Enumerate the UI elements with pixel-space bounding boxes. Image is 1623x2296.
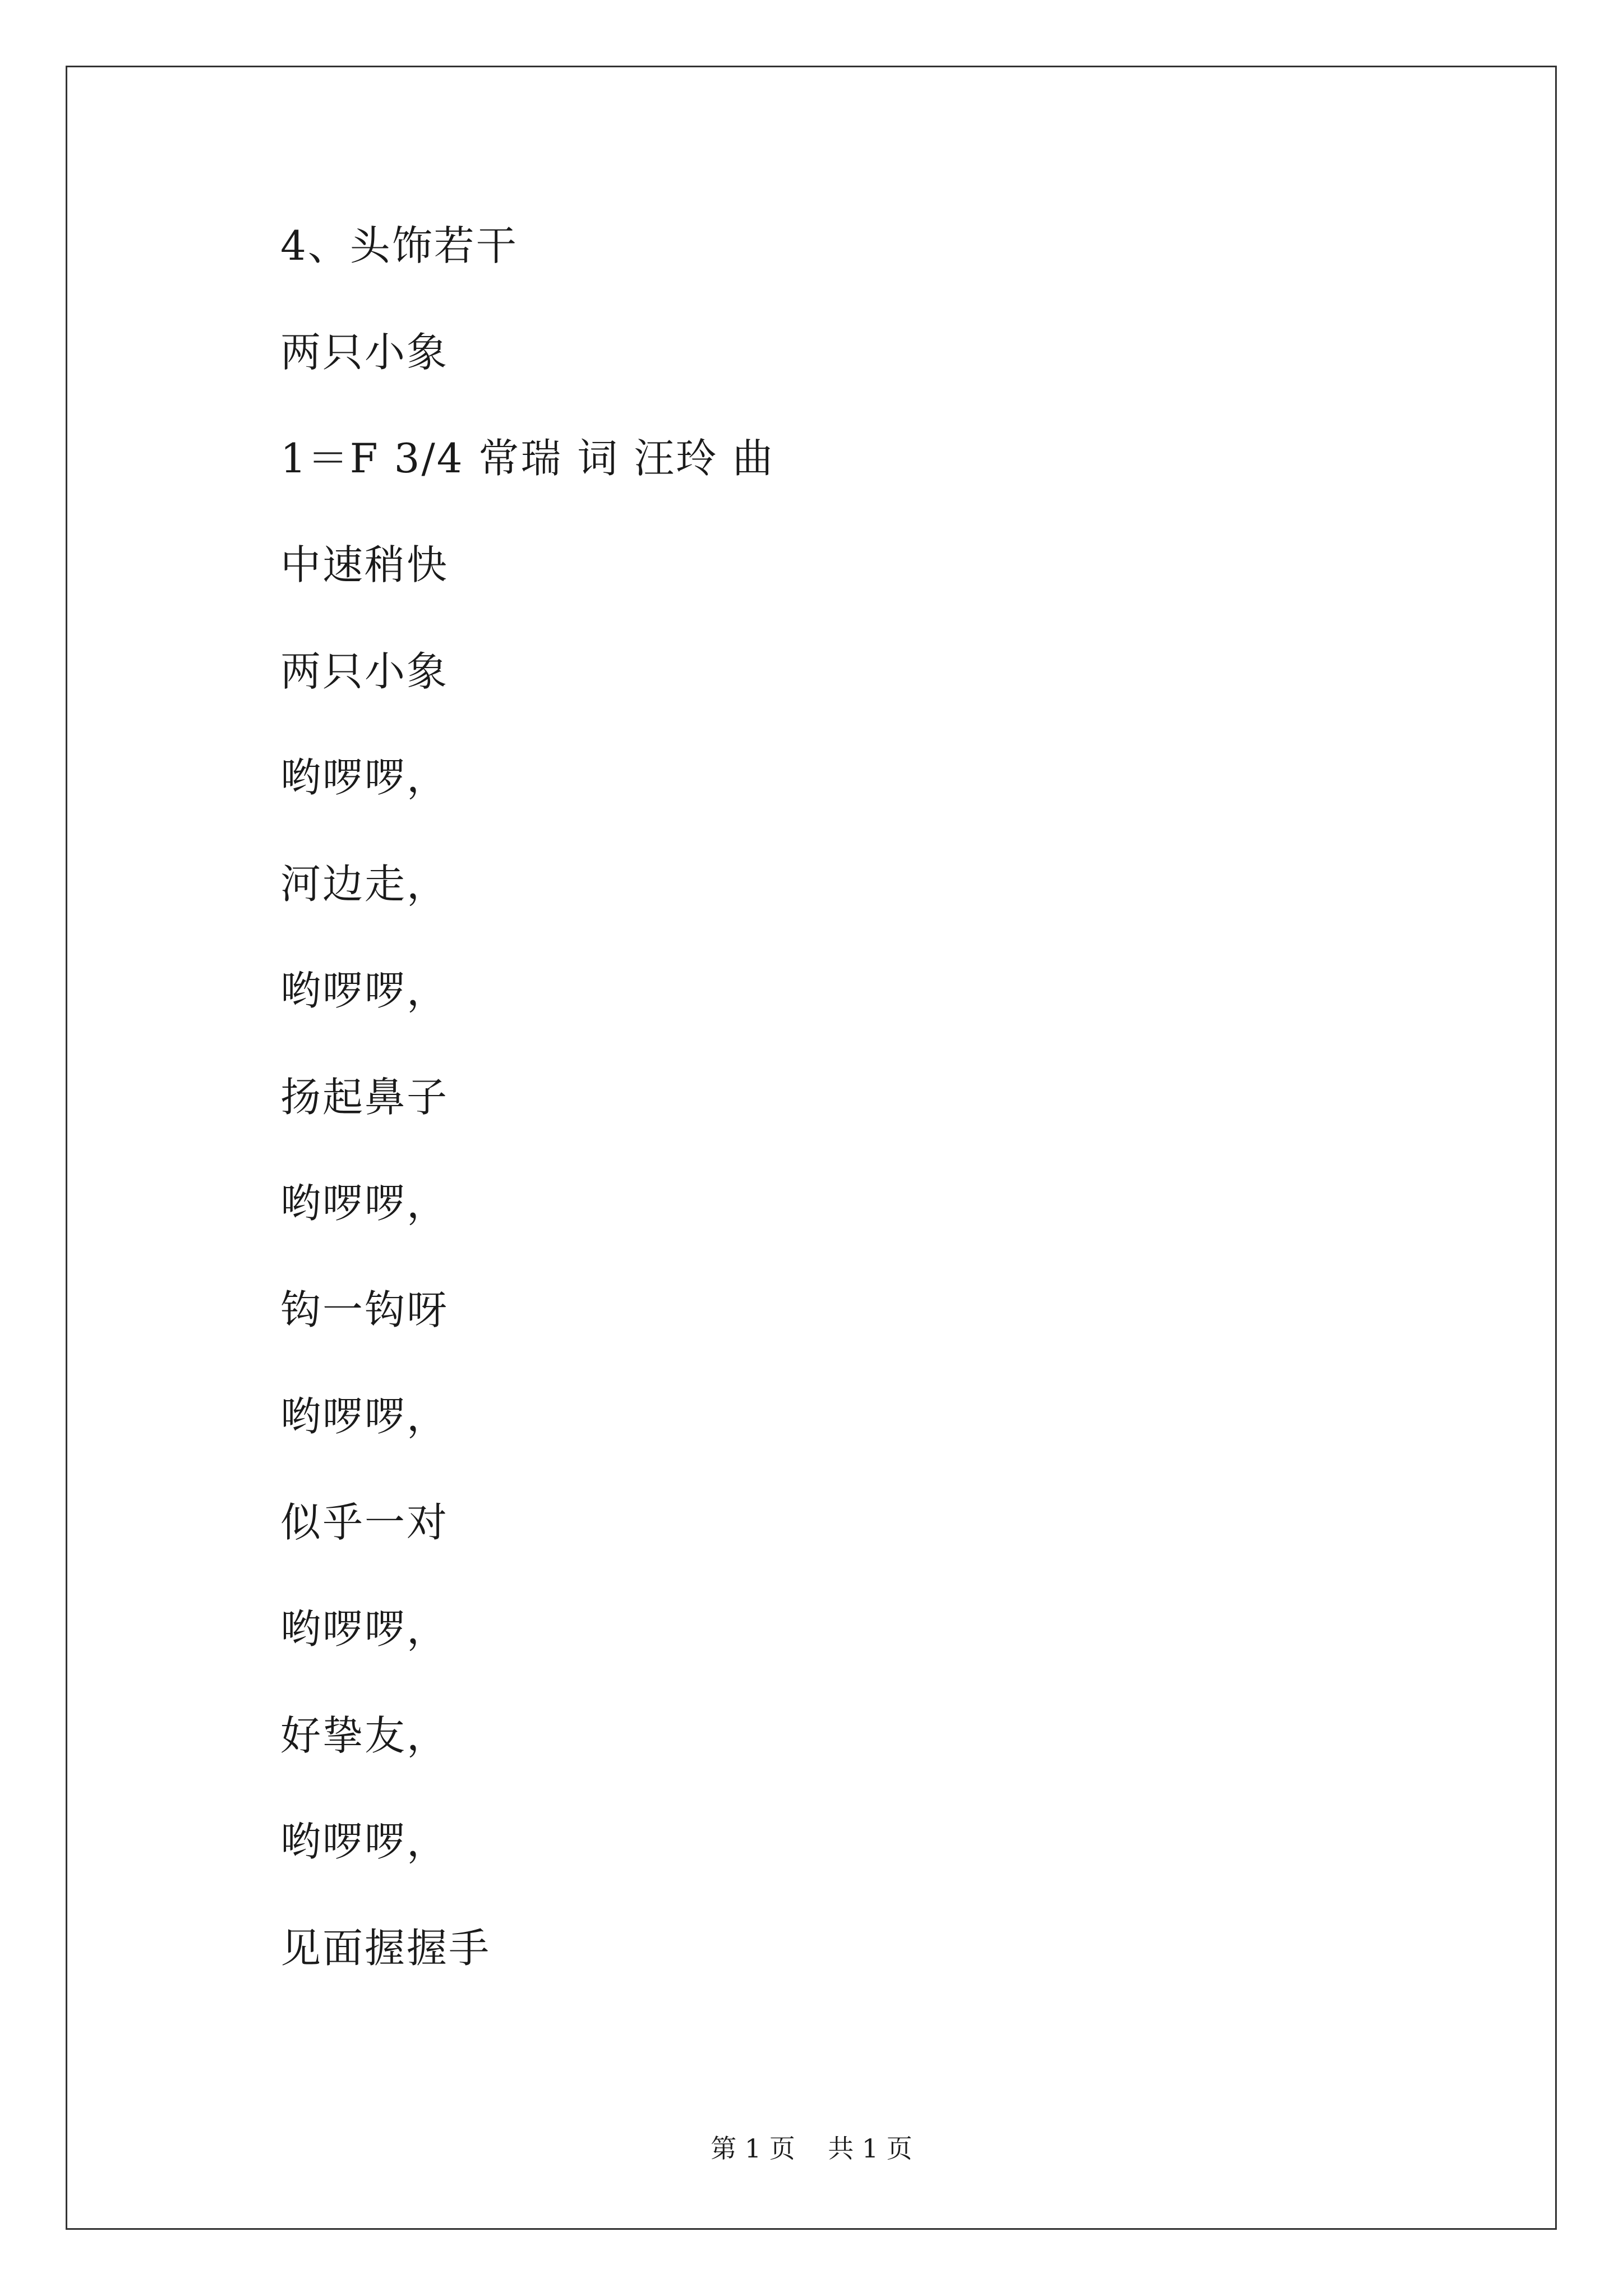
- lyric-line: 见面握握手: [280, 1925, 491, 1972]
- lyric-line: 哟啰啰，: [280, 967, 449, 1014]
- document-body: [280, 223, 1458, 2032]
- song-title: 两只小象: [280, 328, 449, 376]
- lyric-line: 哟啰啰，: [280, 754, 449, 802]
- lyric-line: 两只小象: [280, 647, 449, 695]
- tempo-marking: 中速稍快: [280, 541, 449, 589]
- lyric-line: 钩一钩呀: [280, 1286, 449, 1333]
- lyric-line: 哟啰啰，: [280, 1180, 449, 1227]
- lyric-line: 哟啰啰，: [280, 1392, 449, 1440]
- song-credits: 1＝F 3/4 常瑞 词 汪玲 曲: [280, 435, 775, 482]
- lyric-line: 哟啰啰，: [280, 1605, 449, 1653]
- lyric-line: 似乎一对: [280, 1499, 449, 1547]
- lyric-line: 哟啰啰，: [280, 1818, 449, 1866]
- list-item-materials: 4、头饰若干: [280, 222, 518, 269]
- lyric-line: 扬起鼻子: [280, 1073, 449, 1121]
- lyric-line: 好挚友，: [280, 1711, 449, 1759]
- page-number-footer: 第 1 页 共 1 页: [711, 2133, 912, 2164]
- lyric-line: 河边走，: [280, 861, 449, 908]
